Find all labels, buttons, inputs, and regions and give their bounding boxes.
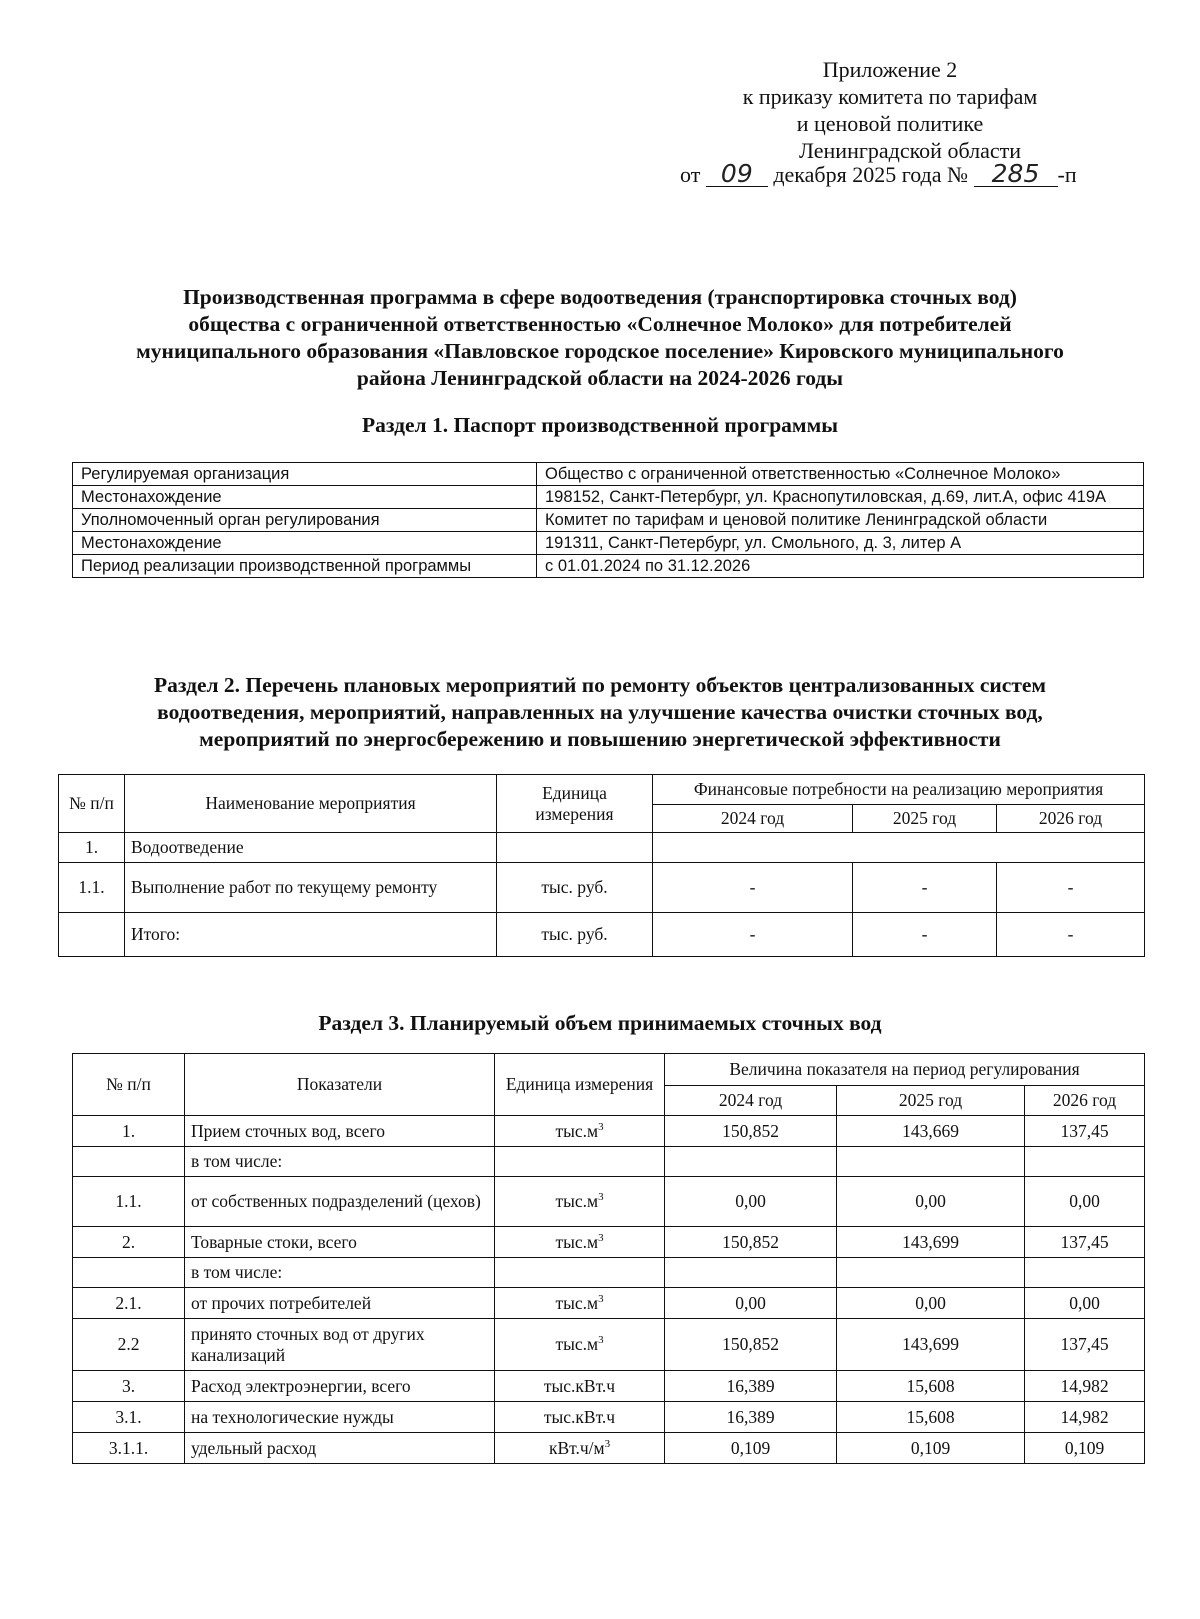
col-header-finance: Финансовые потребности на реализацию мероприятия: [653, 775, 1145, 805]
row-unit: [495, 1177, 665, 1227]
row-unit: [495, 1116, 665, 1147]
unit-text: тыс.м: [555, 1120, 599, 1141]
row-num: 2.2: [73, 1319, 185, 1371]
col-header-year: 2025 год: [837, 1086, 1025, 1116]
row-num: [73, 1258, 185, 1288]
row-value: -: [997, 913, 1145, 957]
row-value: [837, 1147, 1025, 1177]
row-value: 15,608: [837, 1371, 1025, 1402]
row-value: -: [853, 913, 997, 957]
row-name: Товарные стоки, всего: [185, 1227, 495, 1258]
title-line: муниципального образования «Павловское городское поселение» Кировского муниципального: [136, 339, 1064, 363]
row-num: [73, 1147, 185, 1177]
row-name: от прочих потребителей: [185, 1288, 495, 1319]
row-name: Расход электроэнергии, всего: [185, 1371, 495, 1402]
row-name: от собственных подразделений (цехов): [185, 1177, 495, 1227]
appendix-line: к приказу комитета по тарифам: [742, 84, 1038, 109]
row-value: 0,00: [837, 1177, 1025, 1227]
row-value: 0,00: [1025, 1288, 1145, 1319]
unit-text: тыс.м: [555, 1292, 599, 1313]
passport-value: Комитет по тарифам и ценовой политике Ленинградской области: [537, 509, 1144, 532]
unit-exponent: 3: [598, 1191, 604, 1204]
row-num: [59, 913, 125, 957]
row-name: принято сточных вод от других канализаций: [185, 1319, 495, 1371]
col-header-year: 2024 год: [653, 805, 853, 833]
appendix-line: и ценовой политике: [796, 111, 984, 136]
unit-exponent: 3: [598, 1292, 604, 1305]
row-name: удельный расход: [185, 1433, 495, 1464]
row-name: в том числе:: [185, 1147, 495, 1177]
row-name: в том числе:: [185, 1258, 495, 1288]
table-row: [73, 1258, 1145, 1288]
col-header-year: 2025 год: [853, 805, 997, 833]
table-header-row: [59, 775, 1145, 805]
table-row: [73, 486, 1144, 509]
table-row: [73, 532, 1144, 555]
row-value: 0,00: [1025, 1177, 1145, 1227]
row-num: 2.: [73, 1227, 185, 1258]
row-unit: [495, 1288, 665, 1319]
row-unit: тыс.кВт.ч: [495, 1371, 665, 1402]
row-unit: тыс. руб.: [497, 913, 653, 957]
col-header-year: 2026 год: [1025, 1086, 1145, 1116]
col-header-year: 2024 год: [665, 1086, 837, 1116]
table-row: [59, 863, 1145, 913]
row-name: Итого:: [125, 913, 497, 957]
table-row: [73, 1177, 1145, 1227]
row-unit: тыс.кВт.ч: [495, 1402, 665, 1433]
row-num: 1.: [59, 833, 125, 863]
col-header-num: № п/п: [59, 775, 125, 833]
appendix-line: Ленинградской области: [799, 138, 1021, 163]
row-name: Водоотведение: [125, 833, 497, 863]
row-value: 15,608: [837, 1402, 1025, 1433]
unit-text: кВт.ч/м: [548, 1437, 605, 1458]
order-line: [680, 159, 1077, 188]
row-unit: [495, 1258, 665, 1288]
row-num: 1.1.: [73, 1177, 185, 1227]
row-name: Прием сточных вод, всего: [185, 1116, 495, 1147]
table-row: [73, 463, 1144, 486]
passport-label: Местонахождение: [73, 486, 537, 509]
section2-title: [60, 672, 1140, 753]
table-row: [73, 1433, 1145, 1464]
row-unit: [495, 1433, 665, 1464]
title-line: района Ленинградской области на 2024-2026 годы: [356, 366, 844, 390]
appendix-line: Приложение 2: [822, 57, 958, 82]
table-row: [59, 833, 1145, 863]
unit-text: тыс.м: [555, 1334, 599, 1354]
row-value: 14,982: [1025, 1402, 1145, 1433]
title-line: общества с ограниченной ответственностью «Солнечное Молоко» для потребителей: [188, 312, 1012, 336]
row-value: 0,109: [665, 1433, 837, 1464]
table-row: [73, 1116, 1145, 1147]
passport-label: Период реализации производственной программы: [73, 555, 537, 578]
table-row: [73, 555, 1144, 578]
col-header-name: Наименование мероприятия: [125, 775, 497, 833]
section3-title: Раздел 3. Планируемый объем принимаемых сточных вод: [318, 1011, 882, 1035]
row-unit: [497, 833, 653, 863]
passport-value: Общество с ограниченной ответственностью «Солнечное Молоко»: [537, 463, 1144, 486]
table-row: [73, 1371, 1145, 1402]
row-value: 143,669: [837, 1116, 1025, 1147]
row-num: 3.: [73, 1371, 185, 1402]
table-row: [73, 1227, 1145, 1258]
title-line: Производственная программа в сфере водоотведения (транспортировка сточных вод): [183, 285, 1017, 309]
row-value: 143,699: [837, 1319, 1025, 1371]
row-value: [665, 1147, 837, 1177]
table-header-row: [73, 1054, 1145, 1086]
unit-text: тыс.м: [555, 1231, 599, 1252]
unit-exponent: 3: [604, 1437, 611, 1450]
col-header-unit: Единица измерения: [495, 1054, 665, 1116]
row-num: 3.1.: [73, 1402, 185, 1433]
order-suffix: -п: [1057, 162, 1077, 187]
row-unit: тыс. руб.: [497, 863, 653, 913]
col-header-name: Показатели: [185, 1054, 495, 1116]
passport-label: Регулируемая организация: [73, 463, 537, 486]
table-row: [73, 1288, 1145, 1319]
row-value: 137,45: [1025, 1116, 1145, 1147]
row-value: -: [653, 863, 853, 913]
table-row: [59, 913, 1145, 957]
row-value: 16,389: [665, 1402, 837, 1433]
row-value: 16,389: [665, 1371, 837, 1402]
row-value: 137,45: [1025, 1227, 1145, 1258]
order-number: 285: [974, 162, 1058, 187]
row-num: 1.: [73, 1116, 185, 1147]
row-value: 137,45: [1025, 1319, 1145, 1371]
section1-title: Раздел 1. Паспорт производственной программы: [361, 413, 839, 437]
passport-label: Уполномоченный орган регулирования: [73, 509, 537, 532]
row-unit: [495, 1147, 665, 1177]
passport-value: с 01.01.2024 по 31.12.2026: [537, 555, 1144, 578]
row-value: 0,00: [665, 1177, 837, 1227]
row-num: 1.1.: [59, 863, 125, 913]
col-header-period: Величина показателя на период регулирования: [665, 1054, 1145, 1086]
row-value: 150,852: [665, 1116, 837, 1147]
volumes-table: [72, 1053, 1145, 1464]
table-row: [73, 1402, 1145, 1433]
unit-text: тыс.м: [555, 1191, 599, 1211]
row-value: [1025, 1147, 1145, 1177]
row-value: 0,00: [665, 1288, 837, 1319]
row-value: -: [853, 863, 997, 913]
appendix-block: [660, 56, 1120, 164]
row-value: [1025, 1258, 1145, 1288]
order-middle: декабря 2025 года №: [773, 162, 969, 187]
row-name: на технологические нужды: [185, 1402, 495, 1433]
measures-table: [58, 774, 1145, 957]
row-value: 143,699: [837, 1227, 1025, 1258]
order-prefix: от: [680, 162, 701, 187]
col-header-year: 2026 год: [997, 805, 1145, 833]
row-unit: [495, 1319, 665, 1371]
col-header-num: № п/п: [73, 1054, 185, 1116]
row-value: 0,00: [837, 1288, 1025, 1319]
document-title: [60, 284, 1140, 392]
row-unit: [495, 1227, 665, 1258]
row-num: 3.1.1.: [73, 1433, 185, 1464]
row-value: -: [997, 863, 1145, 913]
row-num: 2.1.: [73, 1288, 185, 1319]
unit-exponent: 3: [598, 1334, 604, 1347]
table-row: [73, 1319, 1145, 1371]
table-row: [73, 509, 1144, 532]
row-value: 14,982: [1025, 1371, 1145, 1402]
row-value: 150,852: [665, 1227, 837, 1258]
passport-label: Местонахождение: [73, 532, 537, 555]
row-name: Выполнение работ по текущему ремонту: [125, 863, 497, 913]
row-value: 0,109: [1025, 1433, 1145, 1464]
row-value: -: [653, 913, 853, 957]
row-value: 150,852: [665, 1319, 837, 1371]
col-header-unit: Единица измерения: [497, 775, 653, 833]
row-value: 0,109: [837, 1433, 1025, 1464]
order-day: 09: [706, 162, 768, 187]
row-values-empty: [653, 833, 1145, 863]
table-row: [73, 1147, 1145, 1177]
row-value: [665, 1258, 837, 1288]
title-line: Раздел 2. Перечень плановых мероприятий по ремонту объектов централизованных систем: [153, 673, 1047, 697]
title-line: водоотведения, мероприятий, направленных на улучшение качества очистки сточных вод,: [157, 700, 1043, 724]
title-line: мероприятий по энергосбережению и повышению энергетической эффективности: [199, 727, 1001, 751]
passport-value: 191311, Санкт-Петербург, ул. Смольного, д. 3, литер А: [537, 532, 1144, 555]
passport-table: [72, 462, 1144, 578]
row-value: [837, 1258, 1025, 1288]
unit-exponent: 3: [598, 1120, 604, 1133]
unit-exponent: 3: [598, 1231, 604, 1244]
passport-value: 198152, Санкт-Петербург, ул. Краснопутиловская, д.69, лит.А, офис 419А: [537, 486, 1144, 509]
